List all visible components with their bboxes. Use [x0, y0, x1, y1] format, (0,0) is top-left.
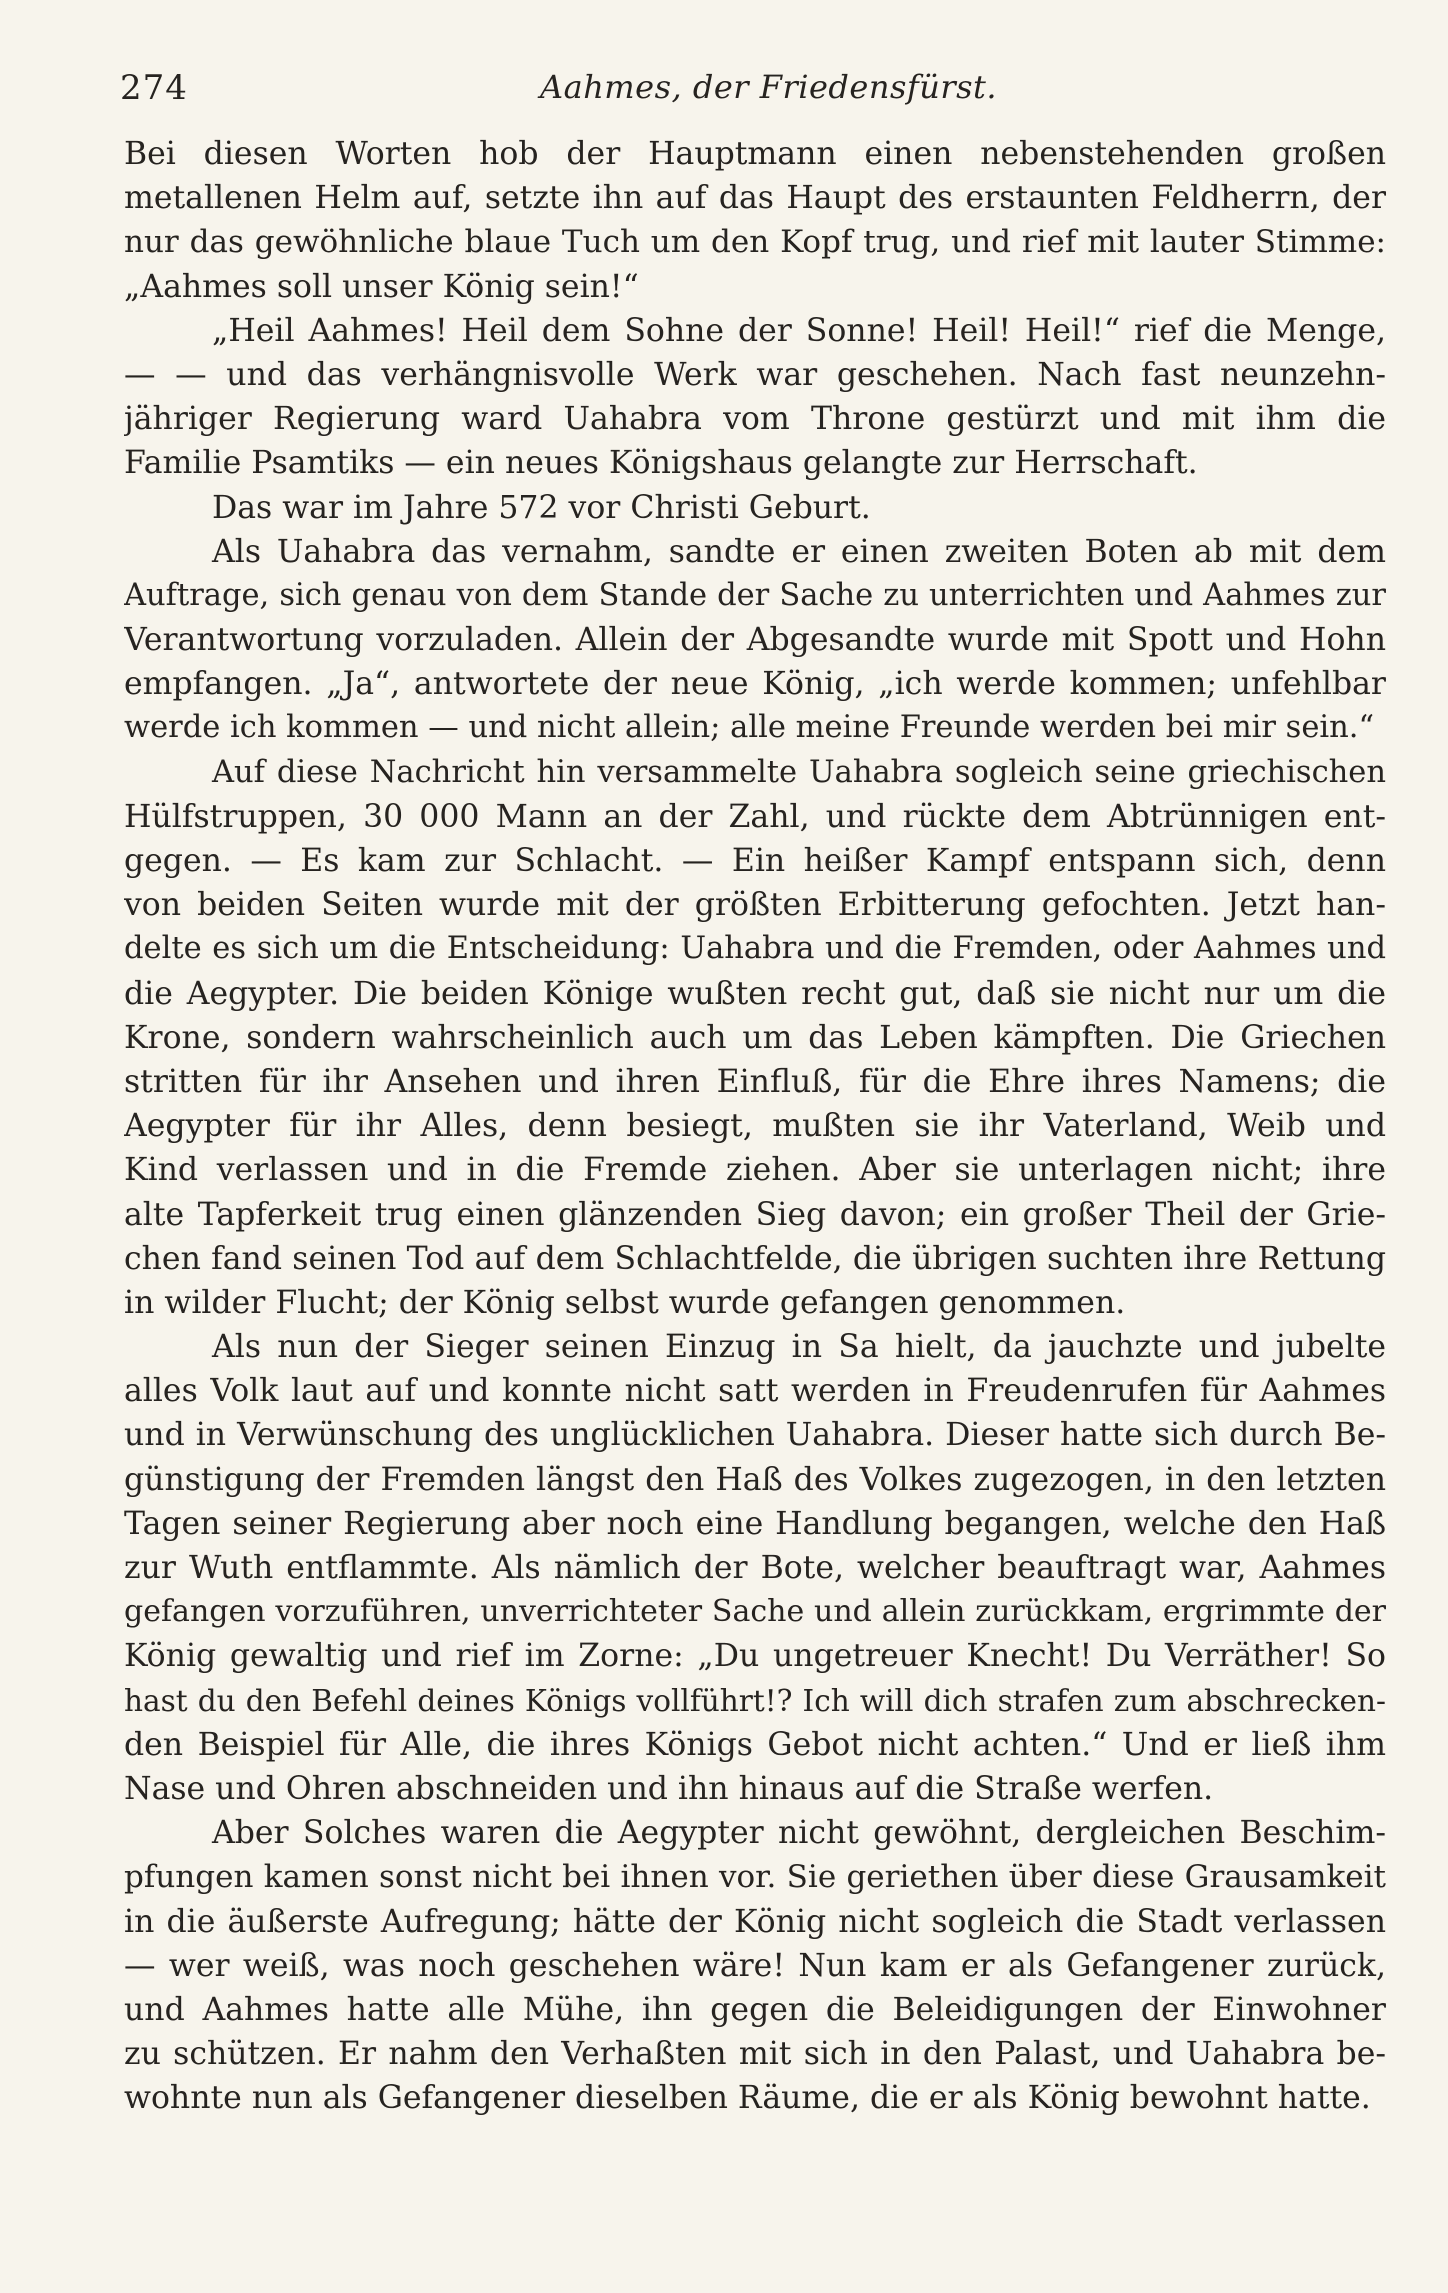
text-line: Krone, sondern wahrscheinlich auch um das Leben kämpften. Die Griechen — [124, 1019, 1386, 1056]
text-line: gefangen vorzuführen, unverrichteter Sache und allein zurückkam, ergrimmte der — [124, 1594, 1386, 1630]
text-line: Verantwortung vorzuladen. Allein der Abgesandte wurde mit Spott und Hohn — [124, 622, 1386, 659]
text-line: Aegypter für ihr Alles, denn besiegt, mußten sie ihr Vaterland, Weib und — [124, 1108, 1386, 1145]
text-line: in die äußerste Aufregung; hätte der König nicht sogleich die Stadt verlassen — [124, 1903, 1386, 1940]
text-line: Familie Psamtiks — ein neues Königshaus gelangte zur Herrschaft. — [124, 445, 1198, 482]
text-line: chen fand seinen Tod auf dem Schlachtfelde, die übrigen suchten ihre Rettung — [124, 1240, 1386, 1277]
paragraph — [124, 309, 1386, 486]
text-line: „Aahmes soll unser König sein!“ — [124, 268, 639, 305]
text-line: Kind verlassen und in die Fremde ziehen. Aber sie unterlagen nicht; ihre — [124, 1152, 1386, 1189]
text-line: und Aahmes hatte alle Mühe, ihn gegen die Beleidigungen der Einwohner — [124, 1991, 1386, 2028]
text-line: Nase und Ohren abschneiden und ihn hinaus auf die Straße werfen. — [124, 1770, 1214, 1807]
paragraph — [124, 530, 1386, 751]
text-line: pfungen kamen sonst nicht bei ihnen vor. Sie geriethen über diese Grausamkeit — [124, 1859, 1386, 1896]
text-line: delte es sich um die Entscheidung: Uahabra und die Fremden, oder Aahmes und — [124, 931, 1386, 967]
text-line: metallenen Helm auf, setzte ihn auf das Haupt des erstaunten Feldherrn, der — [124, 180, 1386, 217]
text-line: empfangen. „Ja“, antwortete der neue König, „ich werde kommen; unfehlbar — [124, 666, 1386, 703]
page-number: 274 — [120, 68, 188, 108]
text-line: alte Tapferkeit trug einen glänzenden Sieg davon; ein großer Theil der Grie- — [124, 1196, 1386, 1233]
text-line: von beiden Seiten wurde mit der größten Erbitterung gefochten. Jetzt han- — [124, 887, 1386, 924]
text-line: hast du den Befehl deines Königs vollführt!? Ich will dich strafen zum abschrecken- — [124, 1683, 1386, 1718]
paragraph — [124, 132, 1386, 309]
paragraph — [124, 1325, 1386, 1811]
text-line: Auf diese Nachricht hin versammelte Uahabra sogleich seine griechischen — [212, 754, 1386, 790]
text-line: die Aegypter. Die beiden Könige wußten recht gut, daß sie nicht nur um die — [124, 975, 1386, 1012]
text-line: den Beispiel für Alle, die ihres Königs Gebot nicht achten.“ Und er ließ ihm — [124, 1726, 1386, 1763]
text-line: gegen. — Es kam zur Schlacht. — Ein heißer Kampf entspann sich, denn — [124, 843, 1386, 879]
text-line: König gewaltig und rief im Zorne: „Du ungetreuer Knecht! Du Verräther! So — [124, 1638, 1386, 1675]
text-line: Als nun der Sieger seinen Einzug in Sa hielt, da jauchzte und jubelte — [212, 1329, 1386, 1366]
paragraph — [124, 1811, 1386, 2120]
body-text — [124, 132, 1386, 2120]
running-head: Aahmes, der Friedensfürst. — [540, 68, 998, 106]
text-line: stritten für ihr Ansehen und ihren Einfluß, für die Ehre ihres Namens; die — [124, 1063, 1386, 1100]
paragraph — [124, 486, 1386, 530]
text-line: jähriger Regierung ward Uahabra vom Throne gestürzt und mit ihm die — [124, 401, 1386, 438]
text-line: wohnte nun als Gefangener dieselben Räume, die er als König bewohnt hatte. — [124, 2080, 1371, 2117]
text-line: nur das gewöhnliche blaue Tuch um den Kopf trug, und rief mit lauter Stimme: — [124, 224, 1386, 261]
text-line: und in Verwünschung des unglücklichen Uahabra. Dieser hatte sich durch Be- — [124, 1417, 1386, 1454]
text-line: in wilder Flucht; der König selbst wurde gefangen genommen. — [124, 1284, 1126, 1321]
text-line: werde ich kommen — und nicht allein; alle meine Freunde werden bei mir sein.“ — [124, 710, 1375, 746]
text-line: günstigung der Fremden längst den Haß des Volkes zugezogen, in den letzten — [124, 1461, 1386, 1498]
text-line: — — und das verhängnisvolle Werk war geschehen. Nach fast neunzehn- — [124, 356, 1386, 393]
text-line: Das war im Jahre 572 vor Christi Geburt. — [212, 489, 871, 526]
text-line: zur Wuth entflammte. Als nämlich der Bote, welcher beauftragt war, Aahmes — [124, 1550, 1386, 1586]
text-line: Als Uahabra das vernahm, sandte er einen zweiten Boten ab mit dem — [212, 533, 1386, 570]
text-line: Bei diesen Worten hob der Hauptmann einen nebenstehenden großen — [124, 136, 1386, 172]
text-line: alles Volk laut auf und konnte nicht satt werden in Freudenrufen für Aahmes — [124, 1373, 1386, 1410]
text-line: „Heil Aahmes! Heil dem Sohne der Sonne! Heil! Heil!“ rief die Menge, — [212, 312, 1386, 349]
paragraph — [124, 751, 1386, 1325]
text-line: — wer weiß, was noch geschehen wäre! Nun kam er als Gefangener zurück, — [124, 1947, 1386, 1984]
page-header — [120, 68, 1380, 116]
text-line: Hülfstruppen, 30 000 Mann an der Zahl, und rückte dem Abtrünnigen ent- — [124, 798, 1386, 835]
text-line: Auftrage, sich genau von dem Stande der Sache zu unterrichten und Aahmes zur — [124, 577, 1386, 613]
text-line: zu schützen. Er nahm den Verhaßten mit sich in den Palast, und Uahabra be- — [124, 2036, 1386, 2073]
text-line: Tagen seiner Regierung aber noch eine Handlung begangen, welche den Haß — [124, 1505, 1386, 1542]
text-line: Aber Solches waren die Aegypter nicht gewöhnt, dergleichen Beschim- — [212, 1815, 1386, 1852]
